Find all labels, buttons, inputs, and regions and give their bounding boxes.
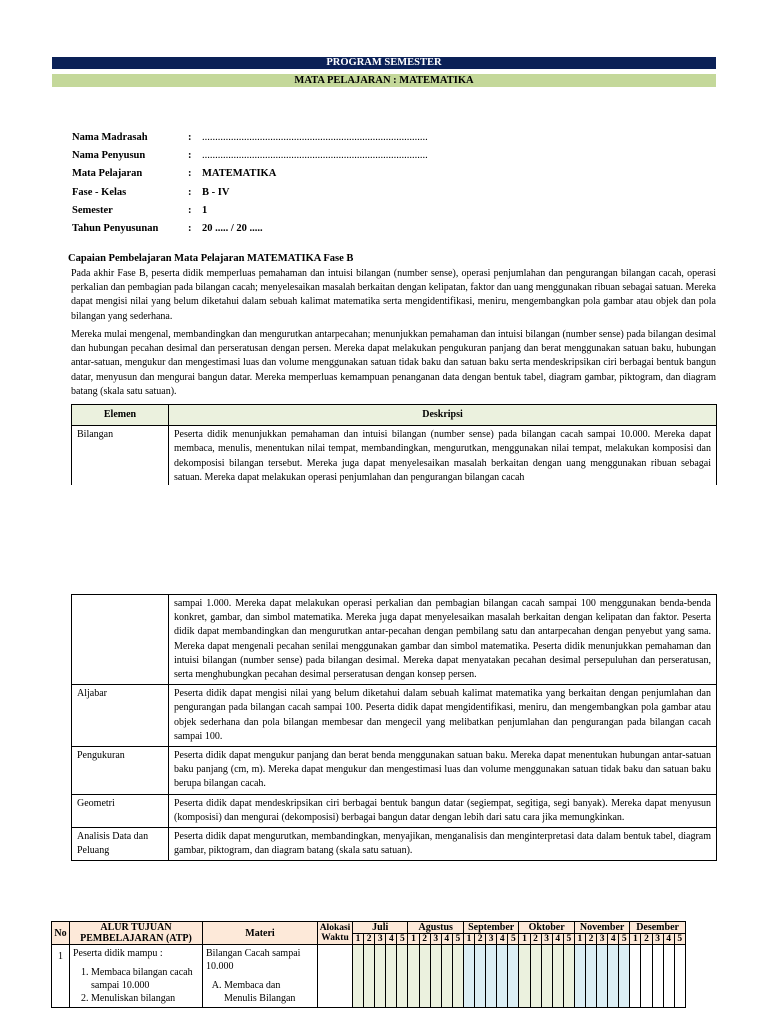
elemen-cell: Geometri — [72, 794, 169, 827]
week-header: 4 — [441, 934, 452, 945]
header-deskripsi: Deskripsi — [169, 405, 717, 426]
identity-row-mapel — [72, 165, 502, 183]
week-cell — [541, 945, 552, 1008]
identity-row-tahun — [72, 220, 502, 238]
row-alokasi-cell — [318, 945, 353, 1008]
month-header: Desember — [630, 922, 685, 934]
week-cell — [619, 945, 630, 1008]
week-header: 5 — [397, 934, 408, 945]
week-cell — [497, 945, 508, 1008]
week-header: 5 — [563, 934, 574, 945]
deskripsi-cell: Peserta didik dapat mengisi nilai yang belum diketahui dalam sebuah kalimat matematika yang berkaitan dengan penjumlahan dan pengurangan pada bilangan cacah sampai 100. Peserta didik dapat mengidentifikasi, meniru, dan mengembangkan pola gambar atau objek sederhana dan pola bilangan membesar dan mengecil yang melibatkan penjumlahan dan pengurangan pada bilangan cacah sampai 100. — [169, 685, 717, 747]
week-header: 4 — [386, 934, 397, 945]
capaian-paragraph-1: Pada akhir Fase B, peserta didik memperluas pemahaman dan intuisi bilangan (number sense), operasi penjumlahan dan pengurangan bilangan cacah, operasi perkalian dan pembagian pada bilangan cacah; menyelesaikan masalah berkaitan dengan kelipatan, faktor dan uang menggunakan ribuan sebagai satuan. Mereka dapat mengisi nilai yang belum diketahui dalam sebuah kalimat matematika serta mengidentifikasi, meniru, mengembangkan pola gambar atau objek dan pola bilangan yang sederhana. — [71, 268, 716, 322]
month-header: November — [574, 922, 629, 934]
atp-table — [51, 921, 686, 1008]
week-cell — [475, 945, 486, 1008]
header-materi: Materi — [203, 922, 318, 945]
week-header: 2 — [419, 934, 430, 945]
row-atp-cell — [70, 945, 203, 1008]
identity-colon: : — [188, 204, 192, 216]
week-header: 3 — [541, 934, 552, 945]
week-cell — [652, 945, 663, 1008]
identity-row-penyusun — [72, 147, 502, 165]
month-header: September — [463, 922, 518, 934]
week-cell — [630, 945, 641, 1008]
identity-colon: : — [188, 186, 192, 198]
week-cell — [508, 945, 519, 1008]
week-header: 1 — [408, 934, 419, 945]
elemen-cell: Pengukuran — [72, 747, 169, 795]
week-cell — [419, 945, 430, 1008]
identity-colon: : — [188, 150, 192, 162]
subject-subtitle: MATA PELAJARAN : MATEMATIKA — [52, 74, 716, 87]
week-header: 2 — [585, 934, 596, 945]
week-cell — [597, 945, 608, 1008]
identity-row-fase — [72, 184, 502, 202]
week-header: 1 — [574, 934, 585, 945]
capaian-title: Capaian Pembelajaran Mata Pelajaran MATEMATIKA Fase B — [68, 253, 354, 264]
week-cell — [452, 945, 463, 1008]
week-header: 3 — [375, 934, 386, 945]
week-header: 3 — [430, 934, 441, 945]
deskripsi-cell: Peserta didik dapat mengukur panjang dan berat benda menggunakan satuan baku. Mereka dapat menentukan hubungan antar-satuan baku panjang (cm, m). Mereka dapat mengukur dan mengestimasi luas dan volume menggunakan satuan tidak baku dan satuan baku berupa bilangan cacah. — [169, 747, 717, 795]
week-cell — [408, 945, 419, 1008]
identity-colon: : — [188, 132, 192, 143]
week-cell — [486, 945, 497, 1008]
week-header: 1 — [353, 934, 364, 945]
week-header: 2 — [641, 934, 652, 945]
week-cell — [441, 945, 452, 1008]
week-cell — [397, 945, 408, 1008]
identity-row-semester — [72, 202, 502, 220]
week-cell — [386, 945, 397, 1008]
identity-value: ...................................................................................... — [202, 132, 428, 143]
header-alokasi: Alokasi Waktu — [318, 922, 353, 945]
week-cell — [519, 945, 530, 1008]
week-cell — [430, 945, 441, 1008]
identity-value: B - IV — [202, 186, 230, 198]
week-header: 2 — [475, 934, 486, 945]
capaian-paragraph-2: Mereka mulai mengenal, membandingkan dan mengurutkan antarpecahan; menunjukkan pemahaman dan intuisi bilangan (number sense) pada bilangan desimal dan hubungan pecahan desimal dan perseratusan dengan persen. Mereka dapat melakukan pengukuran panjang dan berat menggunakan satuan baku, hubungan antar-satuan, mengukur dan mengestimasi luas dan volume menggunakan satuan tidak baku dan satuan baku serta mendeskripsikan ciri berbagai bentuk bangun datar, menyusun dan mengurai bangun datar. Mereka memperluas kemampuan penanganan data dengan bentuk tabel, diagram gambar, piktogram, dan diagram batang (skala satu satuan). — [71, 329, 716, 397]
header-elemen: Elemen — [72, 405, 169, 426]
deskripsi-cell: Peserta didik dapat mendeskripsikan ciri berbagai bentuk bangun datar (segiempat, segitiga, segi banyak). Mereka dapat menyusun (komposisi) dan mengurai (dekomposisi) berbagai bangun datar dengan lebih dari satu cara jika memungkinkan. — [169, 794, 717, 827]
week-cell — [674, 945, 685, 1008]
identity-row-madrasah — [72, 129, 502, 147]
week-cell — [463, 945, 474, 1008]
elemen-cell: Bilangan — [72, 426, 169, 485]
week-cell — [364, 945, 375, 1008]
week-header: 5 — [619, 934, 630, 945]
atp-intro: Peserta didik mampu : — [73, 948, 163, 959]
week-header: 2 — [530, 934, 541, 945]
identity-label: Fase - Kelas — [72, 186, 127, 198]
elemen-cell: Analisis Data dan Peluang — [72, 828, 169, 861]
week-cell — [375, 945, 386, 1008]
atp-item: 1. Membaca bilangan cacah sampai 10.000 — [91, 966, 199, 992]
week-header: 5 — [452, 934, 463, 945]
month-header: Oktober — [519, 922, 574, 934]
week-header: 1 — [463, 934, 474, 945]
week-header: 4 — [608, 934, 619, 945]
month-header: Agustus — [408, 922, 463, 934]
atp-item: 2. Menuliskan bilangan — [91, 992, 199, 1005]
month-header: Juli — [353, 922, 408, 934]
identity-value: ...................................................................................... — [202, 150, 428, 162]
identity-value: 1 — [202, 204, 208, 216]
elemen-table-page1 — [71, 404, 719, 485]
elemen-table-page2 — [71, 594, 717, 861]
materi-item: A. Membaca dan Menulis Bilangan — [224, 979, 314, 1005]
deskripsi-cell: sampai 1.000. Mereka dapat melakukan operasi perkalian dan pembagian bilangan cacah sampai 100 menggunakan benda-benda konkret, gambar, dan simbol matematika. Mereka juga dapat menyelesaikan masalah berkaitan dengan kelipatan dan faktor. Peserta didik dapat membandingkan dan mengurutkan antar-pecahan dengan pembilang satu dan antarpecahan dengan penyebut yang sama. Mereka dapat mengenali pecahan senilai menggunakan gambar dan simbol matematika. Peserta didik menunjukkan pemahaman dan intuisi bilangan (number sense) pada bilangan desimal. Mereka dapat menyatakan pecahan desimal persepuluhan dan perseratusan, serta menghubungkan pecahan desimal perseratusan dengan konsep persen. — [169, 595, 717, 685]
week-header: 5 — [674, 934, 685, 945]
week-cell — [552, 945, 563, 1008]
row-no: 1 — [52, 945, 70, 1008]
week-cell — [563, 945, 574, 1008]
week-header: 3 — [486, 934, 497, 945]
week-cell — [608, 945, 619, 1008]
week-header: 4 — [552, 934, 563, 945]
deskripsi-cell: Peserta didik menunjukkan pemahaman dan intuisi bilangan (number sense) pada bilangan cacah sampai 10.000. Mereka dapat membaca, menulis, menentukan nilai tempat, membandingkan, mengurutkan, menggunakan nilai tempat, melakukan komposisi dan dekomposisi bilangan tersebut. Mereka juga dapat menyelesaikan masalah berkaitan dengan uang menggunakan ribuan sebagai satuan. Mereka dapat melakukan operasi penjumlahan dan pengurangan bilangan cacah — [169, 426, 717, 485]
identity-label: Nama Penyusun — [72, 150, 146, 162]
deskripsi-cell: Peserta didik dapat mengurutkan, membandingkan, menyajikan, menganalisis dan menginterpretasi data dalam bentuk tabel, diagram gambar, piktogram, dan diagram batang (skala satu satuan). — [169, 828, 717, 861]
row-materi-cell — [203, 945, 318, 1008]
program-semester-title: PROGRAM SEMESTER — [52, 57, 716, 69]
week-header: 4 — [663, 934, 674, 945]
week-cell — [641, 945, 652, 1008]
week-cell — [574, 945, 585, 1008]
week-header: 3 — [652, 934, 663, 945]
week-header: 1 — [630, 934, 641, 945]
week-header: 3 — [597, 934, 608, 945]
week-cell — [353, 945, 364, 1008]
week-cell — [530, 945, 541, 1008]
identity-label: Nama Madrasah — [72, 132, 148, 143]
identity-label: Semester — [72, 204, 113, 216]
atp-table-wrapper — [51, 921, 719, 1024]
identity-label: Tahun Penyusunan — [72, 222, 159, 234]
week-cell — [585, 945, 596, 1008]
identity-label: Mata Pelajaran — [72, 168, 143, 180]
header-no: No — [52, 922, 70, 945]
identity-colon: : — [188, 168, 192, 180]
header-atp: ALUR TUJUAN PEMBELAJARAN (ATP) — [70, 922, 203, 945]
identity-block — [72, 129, 502, 238]
identity-value: MATEMATIKA — [202, 168, 277, 180]
identity-value: 20 ..... / 20 ..... — [202, 222, 263, 234]
elemen-cell — [72, 595, 169, 685]
week-header: 1 — [519, 934, 530, 945]
week-header: 4 — [497, 934, 508, 945]
identity-colon: : — [188, 222, 192, 234]
week-cell — [663, 945, 674, 1008]
elemen-cell: Aljabar — [72, 685, 169, 747]
week-header: 5 — [508, 934, 519, 945]
week-header: 2 — [364, 934, 375, 945]
materi-intro: Bilangan Cacah sampai 10.000 — [206, 948, 301, 972]
